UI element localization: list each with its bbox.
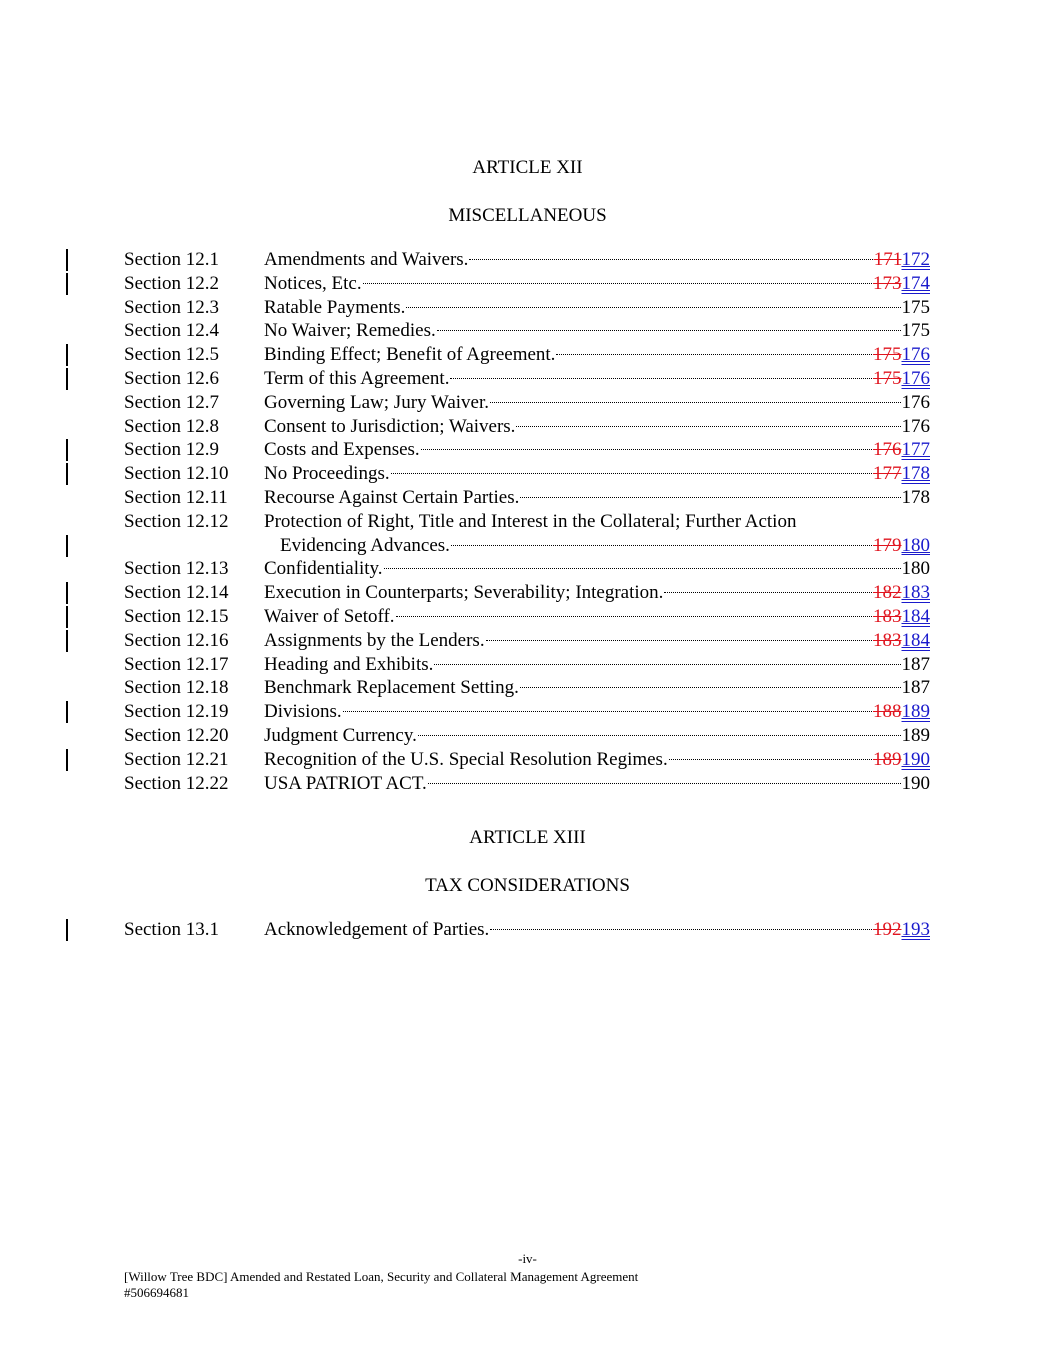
section-title: Costs and Expenses. [264,439,420,461]
section-number: Section 12.13 [124,558,229,580]
section-number: Section 12.11 [124,486,228,508]
toc-entry-body [264,700,930,724]
deleted-page-number: 189 [873,748,902,770]
section-number: Section 12.2 [124,272,219,294]
article-13-toc [124,918,930,942]
article-12-title: MISCELLANEOUS [448,205,607,226]
page-number: -iv- [518,1251,537,1266]
deleted-page-number: 175 [873,367,902,389]
toc-entry-body [264,748,930,772]
section-title: No Proceedings. [264,463,390,485]
page-reference[interactable] [873,343,930,367]
section-number: Section 12.8 [124,415,219,437]
change-bar [66,249,68,271]
deleted-page-number: 175 [873,344,902,366]
inserted-page-number[interactable]: 172 [901,249,930,270]
change-bar [66,344,68,366]
section-title: Judgment Currency. [264,724,417,746]
page-reference[interactable] [873,462,930,486]
toc-entry[interactable] [124,415,930,439]
deleted-page-number: 177 [873,463,902,485]
page-reference[interactable] [902,486,931,510]
toc-entry[interactable] [124,296,930,320]
toc-entry[interactable] [124,248,930,272]
toc-entry[interactable] [124,581,930,605]
toc-entry-body [264,653,930,677]
section-title: Execution in Counterparts; Severability; Integration. [264,582,664,604]
page-reference[interactable] [873,700,930,724]
deleted-page-number: 183 [873,605,902,627]
article-12-toc [124,248,930,795]
section-number: Section 12.7 [124,391,219,413]
page-reference[interactable] [902,557,931,581]
section-title: Recognition of the U.S. Special Resolution Regimes. [264,748,668,770]
change-bar [66,368,68,390]
page-reference[interactable] [902,653,931,677]
dot-leader [450,378,872,379]
inserted-page-number[interactable]: 180 [901,534,930,556]
section-title: Notices, Etc. [264,272,362,294]
toc-entry[interactable] [124,653,930,677]
section-number: Section 12.18 [124,677,229,699]
toc-entry-body [264,724,930,748]
document-title-footer: [Willow Tree BDC] Amended and Restated Loan, Security and Collateral Management Agreement [124,1269,639,1284]
inserted-page-number[interactable]: 174 [901,272,930,294]
section-number: Section 12.22 [124,772,229,794]
section-number: Section 12.21 [124,748,229,770]
section-title: USA PATRIOT ACT. [264,772,427,794]
toc-entry-body [264,581,930,605]
dot-leader [520,687,901,688]
page-number: 178 [901,486,930,508]
page-reference[interactable] [902,415,931,439]
section-number: Section 12.15 [124,605,229,627]
dot-leader [556,354,872,355]
section-number: Section 12.19 [124,701,229,723]
section-title: Heading and Exhibits. [264,653,434,675]
page-number: 187 [901,677,930,699]
dot-leader [490,402,900,403]
toc-entry[interactable] [124,676,930,700]
section-title: Evidencing Advances. [280,534,450,556]
page-reference[interactable] [902,296,931,320]
inserted-page-number[interactable]: 190 [901,748,930,770]
change-bar [66,701,68,723]
section-number: Section 13.1 [124,919,219,940]
dot-leader [421,449,872,450]
inserted-page-number[interactable]: 184 [901,629,930,651]
page-reference[interactable] [902,319,931,343]
page-number: 189 [901,724,930,746]
toc-entry[interactable] [124,772,930,796]
deleted-page-number: 179 [873,534,902,556]
toc-entry[interactable] [124,748,930,772]
page-number: 175 [901,296,930,318]
dot-leader [434,664,900,665]
page-number: 190 [901,772,930,794]
toc-entry-body [264,248,930,272]
dot-leader [664,592,872,593]
toc-entry-body [264,319,930,343]
inserted-page-number[interactable]: 176 [901,367,930,389]
dot-leader [428,783,901,784]
deleted-page-number: 192 [873,919,902,940]
toc-entry[interactable] [124,438,930,462]
page-number: 175 [901,320,930,342]
section-title: Confidentiality. [264,558,383,580]
page-reference[interactable] [873,918,930,942]
change-bar [66,463,68,485]
toc-entry-body [264,438,930,462]
change-bar [66,582,68,604]
document-id-footer: #506694681 [124,1285,189,1300]
toc-entry[interactable] [124,391,930,415]
deleted-page-number: 176 [873,439,902,461]
dot-leader [486,640,872,641]
toc-entry-body [264,676,930,700]
dot-leader [469,259,872,260]
toc-entry-body [264,629,930,653]
toc-entry-body [264,772,930,796]
dot-leader [490,929,872,930]
inserted-page-number[interactable]: 183 [901,582,930,604]
section-title: Amendments and Waivers. [264,249,469,270]
deleted-page-number: 188 [873,701,902,723]
page-reference[interactable] [873,367,930,391]
page-reference[interactable] [873,438,930,462]
toc-entry[interactable] [124,724,930,748]
section-number: Section 12.17 [124,653,229,675]
section-number: Section 12.10 [124,463,229,485]
inserted-page-number[interactable]: 178 [901,463,930,485]
toc-entry-body [280,534,930,558]
section-title: Governing Law; Jury Waiver. [264,391,490,413]
inserted-page-number[interactable]: 193 [901,919,930,940]
inserted-page-number[interactable]: 189 [901,701,930,723]
section-title: Assignments by the Lenders. [264,629,485,651]
toc-entry-body [264,415,930,439]
page-reference[interactable] [873,581,930,605]
dot-leader [363,283,872,284]
dot-leader [669,759,872,760]
toc-entry-body [264,367,930,391]
change-bar [66,630,68,652]
toc-entry[interactable] [124,486,930,510]
toc-entry-body [264,605,930,629]
section-number: Section 12.1 [124,249,219,270]
change-bar [66,919,68,941]
page-number: 187 [901,653,930,675]
toc-entry-body [264,557,930,581]
section-title: Ratable Payments. [264,296,406,318]
article-13-title: TAX CONSIDERATIONS [425,875,630,896]
section-number: Section 12.3 [124,296,219,318]
dot-leader [516,426,900,427]
section-number: Section 12.20 [124,724,229,746]
toc-entry[interactable] [124,918,930,942]
toc-entry[interactable] [124,510,930,558]
article-13-heading: ARTICLE XIII [469,827,586,848]
toc-entry-body [264,486,930,510]
page-reference[interactable] [902,772,931,796]
section-title: Term of this Agreement. [264,367,450,389]
section-number: Section 12.5 [124,344,219,366]
section-title: Divisions. [264,701,342,723]
section-number: Section 12.6 [124,367,219,389]
page-reference[interactable] [873,272,930,296]
section-number: Section 12.4 [124,320,219,342]
dot-leader [406,307,900,308]
toc-entry[interactable] [124,629,930,653]
dot-leader [520,497,900,498]
dot-leader [396,616,872,617]
deleted-page-number: 183 [873,629,902,651]
toc-entry[interactable] [124,319,930,343]
section-title-line1: Protection of Right, Title and Interest in the Collateral; Further Action [264,510,797,532]
inserted-page-number[interactable]: 176 [901,344,930,366]
section-title: Binding Effect; Benefit of Agreement. [264,344,556,366]
section-number: Section 12.16 [124,629,229,651]
toc-entry[interactable] [124,605,930,629]
deleted-page-number: 182 [873,582,902,604]
toc-entry[interactable] [124,462,930,486]
dot-leader [437,330,901,331]
toc-entry-body [264,918,930,942]
section-title: Benchmark Replacement Setting. [264,677,519,699]
toc-entry-body [264,343,930,367]
change-bar [66,749,68,771]
page-reference[interactable] [873,534,930,558]
dot-leader [451,545,872,546]
change-bar [66,273,68,295]
page-number: 180 [901,558,930,580]
dot-leader [391,473,872,474]
change-bar [66,439,68,461]
toc-entry[interactable] [124,367,930,391]
inserted-page-number[interactable]: 177 [901,439,930,461]
dot-leader [384,568,901,569]
section-title: Consent to Jurisdiction; Waivers. [264,415,516,437]
page-number: 176 [901,391,930,413]
toc-entry-body [264,391,930,415]
toc-entry[interactable] [124,343,930,367]
section-number: Section 12.9 [124,439,219,461]
page-reference[interactable] [902,724,931,748]
section-number: Section 12.12 [124,510,229,532]
toc-entry-body [264,296,930,320]
page-reference[interactable] [873,748,930,772]
page-reference[interactable] [873,629,930,653]
page-reference[interactable] [902,676,931,700]
dot-leader [418,735,901,736]
deleted-page-number: 173 [873,272,902,294]
page-reference[interactable] [874,248,930,272]
inserted-page-number[interactable]: 184 [901,605,930,627]
toc-entry-body [264,462,930,486]
toc-entry[interactable] [124,272,930,296]
toc-entry[interactable] [124,557,930,581]
toc-entry-body [264,272,930,296]
dot-leader [343,711,872,712]
change-bar [66,535,68,557]
page-number: 176 [901,415,930,437]
toc-entry[interactable] [124,700,930,724]
page-reference[interactable] [873,605,930,629]
section-number: Section 12.14 [124,582,229,604]
section-title: Waiver of Setoff. [264,605,395,627]
deleted-page-number: 171 [873,249,902,270]
change-bar [66,606,68,628]
section-title: No Waiver; Remedies. [264,320,436,342]
section-title: Acknowledgement of Parties. [264,919,490,940]
article-12-heading: ARTICLE XII [472,157,583,178]
page-reference[interactable] [902,391,931,415]
section-title: Recourse Against Certain Parties. [264,486,520,508]
